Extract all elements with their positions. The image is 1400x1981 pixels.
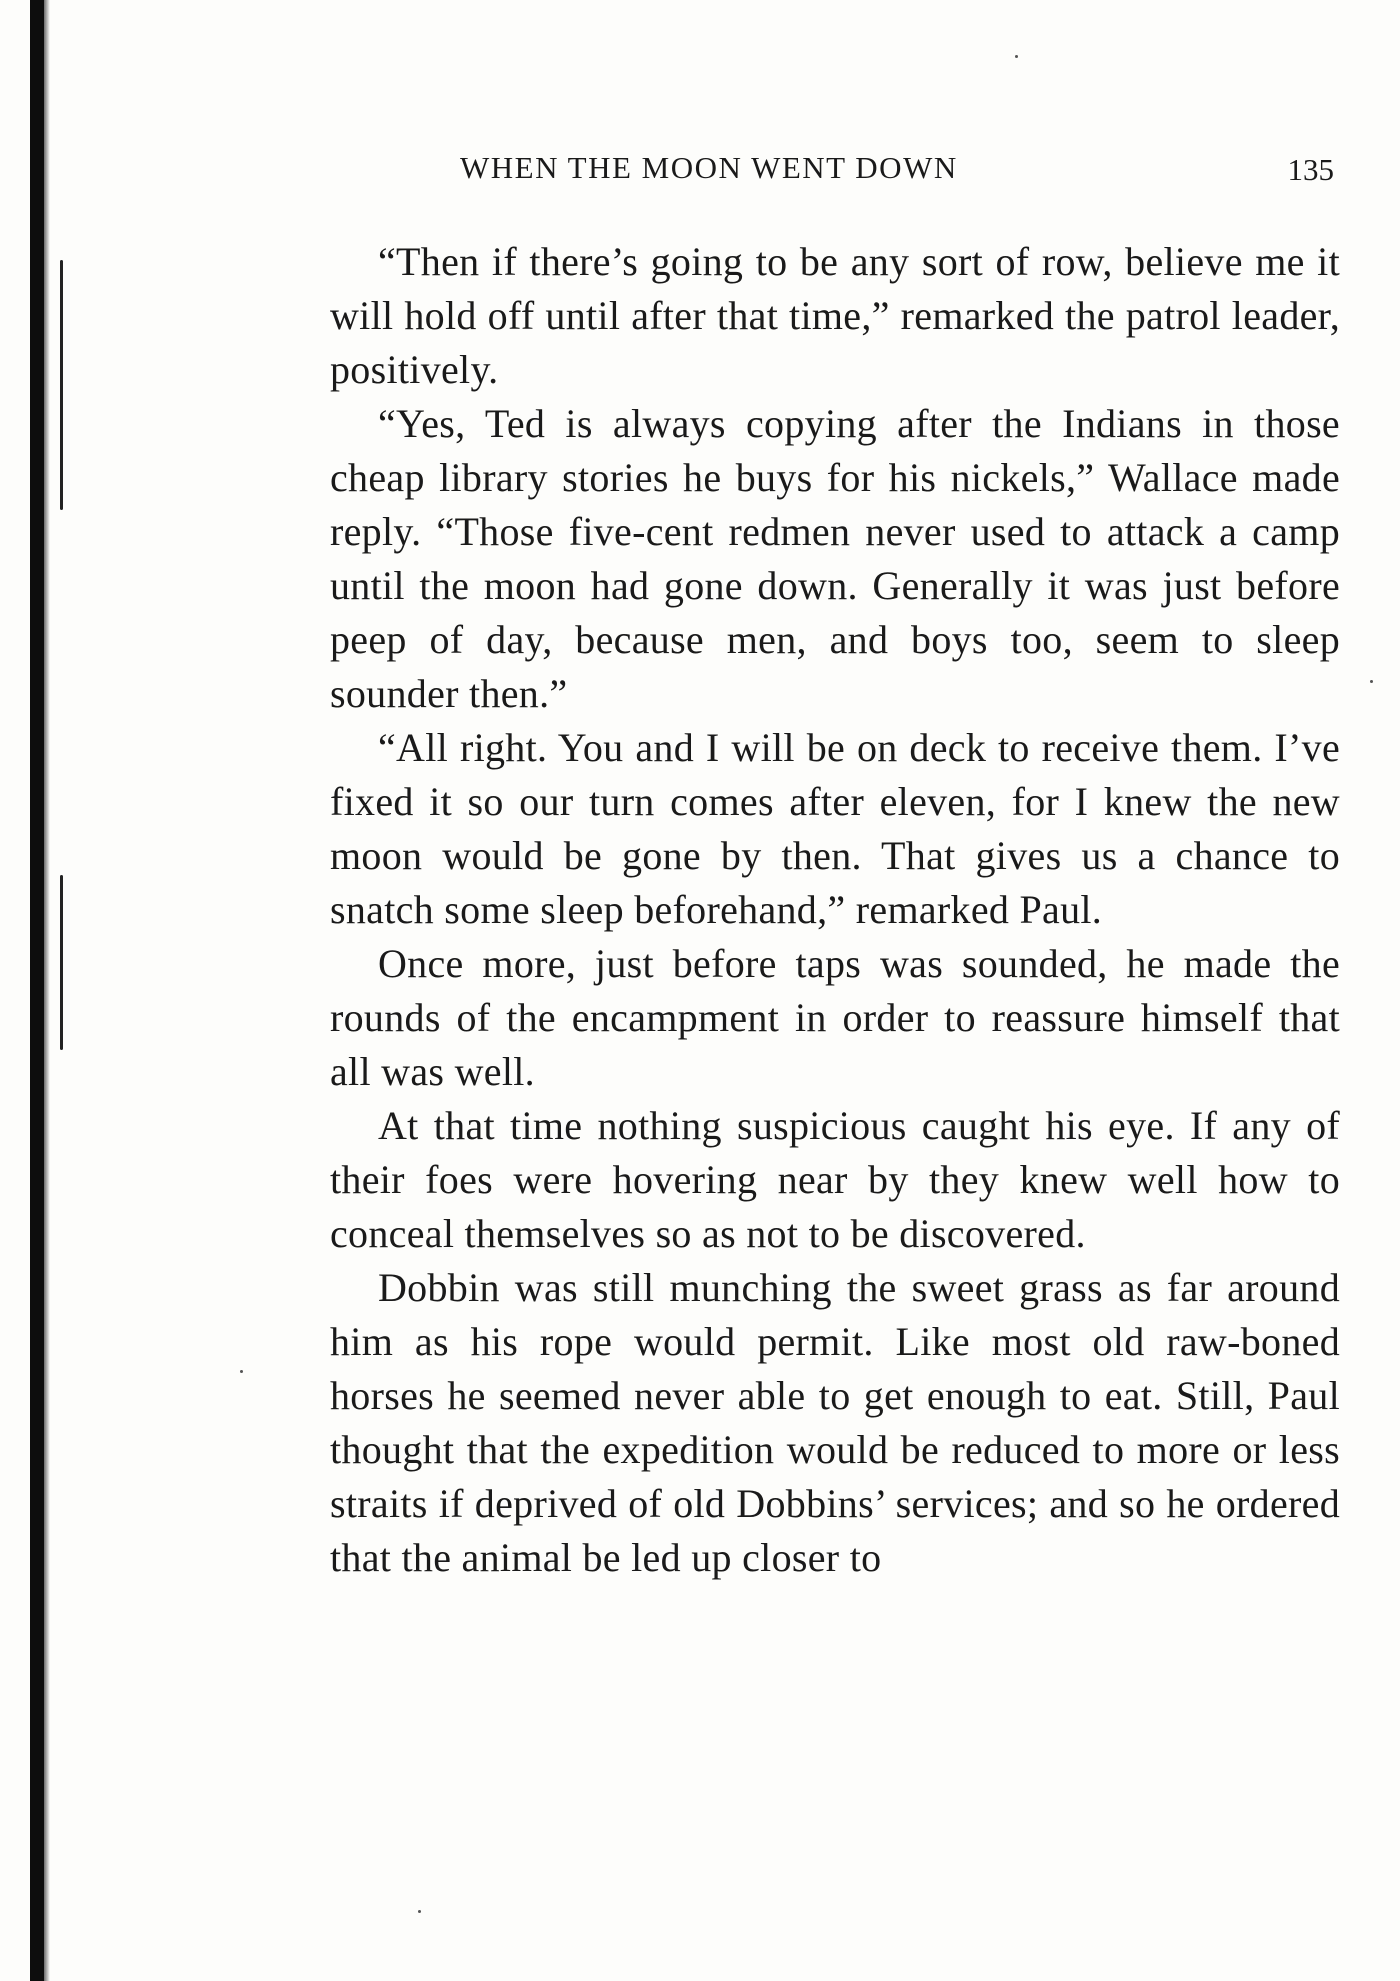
- paragraph: At that time nothing suspicious caught his eye. If any of their foes were hovering near by they knew well how to conceal themselves so as not to be discovered.: [330, 1103, 1340, 1256]
- scan-speck: [1015, 55, 1018, 58]
- scan-speck: [418, 1910, 421, 1913]
- scan-speck: [240, 1370, 243, 1373]
- book-spine-shadow: [30, 0, 44, 1981]
- spine-gradient: [44, 0, 50, 1981]
- paragraph: “Yes, Ted is always copying after the Indians in those cheap library stories he buys for his nickels,” Wallace made reply. “Those five-cent redmen never used to attack a camp until the moon had gone down. Generally it was just before peep of day, because men, and boys too, seem to sleep sounder then.”: [330, 401, 1340, 716]
- paragraph: “All right. You and I will be on deck to receive them. I’ve fixed it so our turn comes after eleven, for I knew the new moon would be gone by then. That gives us a chance to snatch some sleep beforehand,” remarked Paul.: [330, 725, 1340, 932]
- page-number: 135: [1287, 152, 1334, 187]
- running-head: WHEN THE MOON WENT DOWN: [460, 150, 958, 185]
- page-edge-mark: [60, 260, 63, 510]
- page-header: [460, 150, 1340, 210]
- body-text: [330, 235, 1340, 1585]
- paragraph: Dobbin was still munching the sweet grass as far around him as his rope would permit. Like most old raw-boned horses he seemed never able to get enough to eat. Still, Paul thought that the expedition would be reduced to more or less straits if deprived of old Dobbins’ services; and so he ordered that the animal be led up closer to: [330, 1265, 1340, 1580]
- scan-speck: [1370, 680, 1373, 683]
- paragraph: Once more, just before taps was sounded, he made the rounds of the encampment in order to reassure himself that all was well.: [330, 941, 1340, 1094]
- page-edge-mark: [60, 875, 63, 1050]
- paragraph: “Then if there’s going to be any sort of row, believe me it will hold off until after that time,” remarked the patrol leader, positively.: [330, 239, 1340, 392]
